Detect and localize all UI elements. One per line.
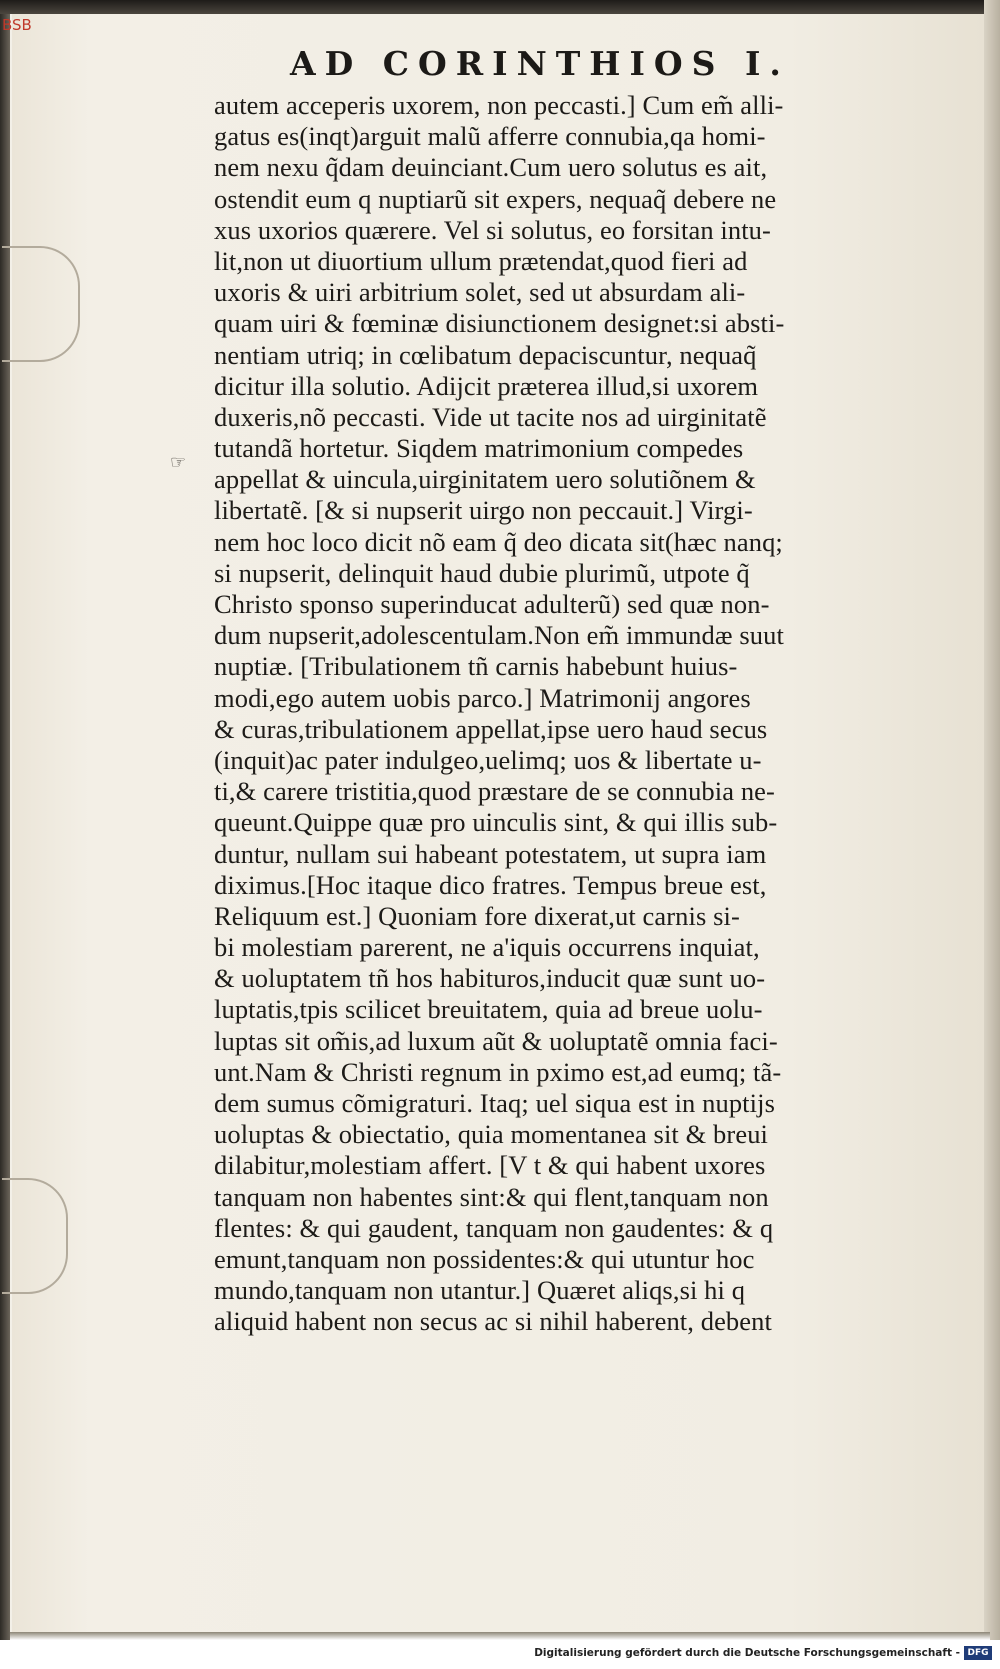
text-line: modi,ego autem uobis parco.] Matrimonij angores [214,682,751,713]
text-line: diximus.[Hoc itaque dico fratres. Tempus breue est, [214,869,767,900]
text-line: mundo,tanquam non utantur.] Quæret aliqs,si hi q [214,1275,746,1306]
text-line: nuptiæ. [Tribulationem tñ carnis habebunt huius- [214,651,738,682]
text-line: lit,non ut diuortium ullum prætendat,quod fieri ad [214,245,748,276]
text-line: nem nexu q̃dam deuinciant.Cum uero solutus es ait, [214,152,768,183]
scan-right-edge [984,0,1000,1669]
text-line: luptas sit om̃is,ad luxum aũt & uoluptatẽ omnia faci- [214,1025,778,1056]
running-head: AD CORINTHIOS I. [290,44,790,83]
text-line: dem sumus cõmigraturi. Itaq; uel siqua est in nuptijs [214,1088,775,1118]
text-line: appellat & uincula,uirginitatem uero solutiõnem & [214,464,756,495]
text-line: autem acceperis uxorem, non peccasti.] Cum em̃ alli- [214,90,784,120]
text-line: Christo sponso superinducat adulterũ) sed quæ non- [214,589,770,619]
text-line: duxeris,nõ peccasti. Vide ut tacite nos ad uirginitatẽ [214,401,767,432]
scan-top-edge [0,0,1000,14]
dfg-logo: DFG [964,1646,992,1660]
text-line: uoluptas & obiectatio, quia momentanea sit & breui [214,1119,769,1150]
text-line: dicitur illa solutio. Adijcit præterea illud,si uxorem [214,370,759,401]
text-line: queunt.Quippe quæ pro uinculis sint, & qui illis sub- [214,807,778,838]
text-line: quam uiri & fœminæ disiunctionem designet:si absti- [214,308,785,339]
body-text [214,90,934,1338]
text-line: si nupserit, delinquit haud dubie plurimũ, utpote q̃ [214,557,750,588]
text-line: aliquid habent non secus ac si nihil haberent, debent [214,1306,772,1337]
text-line: duntur, nullam sui habeant potestatem, ut supra iam [214,838,767,869]
text-line: & uoluptatem tñ hos habituros,inducit quæ sunt uo- [214,963,766,994]
text-line: nem hoc loco dicit nõ eam q̃ deo dicata sit(hæc nanq; [214,526,783,557]
text-line: uxoris & uiri arbitrium solet, sed ut absurdam ali- [214,277,746,308]
text-line: ti,& carere tristitia,quod præstare de se connubia ne- [214,776,775,807]
text-line: nentiam utriq; in cœlibatum depaciscuntur, nequaq̃ [214,339,757,370]
text-line: dilabitur,molestiam affert. [V t & qui habent uxores [214,1150,766,1181]
binding-clasp-top [2,246,80,362]
library-stamp: BSB [2,16,32,34]
text-line: dum nupserit,adolescentulam.Non em̃ immundæ suut [214,620,784,651]
text-line: & curas,tribulationem appellat,ipse uero haud secus [214,713,768,744]
text-line: xus uxorios quærere. Vel si solutus, eo forsitan intu- [214,214,771,245]
margin-pointer-mark: ☞ [170,452,187,473]
digitization-credit: Digitalisierung gefördert durch die Deutsche Forschungsgemeinschaft - [534,1647,960,1659]
text-line: Reliquum est.] Quoniam fore dixerat,ut carnis si- [214,900,740,931]
page-bottom-shadow [10,1632,990,1640]
text-line: emunt,tanquam non possidentes:& qui utuntur hoc [214,1243,755,1274]
binding-clasp-bottom [2,1178,68,1294]
text-line: ostendit eum q nuptiarũ sit expers, nequaq̃ debere ne [214,183,777,214]
text-line: luptatis,tpis scilicet breuitatem, quia ad breue uolu- [214,994,763,1025]
text-line: tanquam non habentes sint:& qui flent,tanquam non [214,1181,769,1212]
text-line: gatus es(inqt)arguit malũ afferre connubia,qa homi- [214,121,766,152]
text-line: (inquit)ac pater indulgeo,uelimq; uos & libertate u- [214,744,762,775]
text-line: flentes: & qui gaudent, tanquam non gaudentes: & q [214,1212,774,1243]
text-line: tutandã hortetur. Siqdem matrimonium compedes [214,433,744,464]
text-line: libertatẽ. [& si nupserit uirgo non peccauit.] Virgi- [214,495,753,526]
text-line: unt.Nam & Christi regnum in pximo est,ad eumq; tã- [214,1056,782,1087]
text-line: bi molestiam parerent, ne a'iquis occurrens inquiat, [214,932,760,963]
